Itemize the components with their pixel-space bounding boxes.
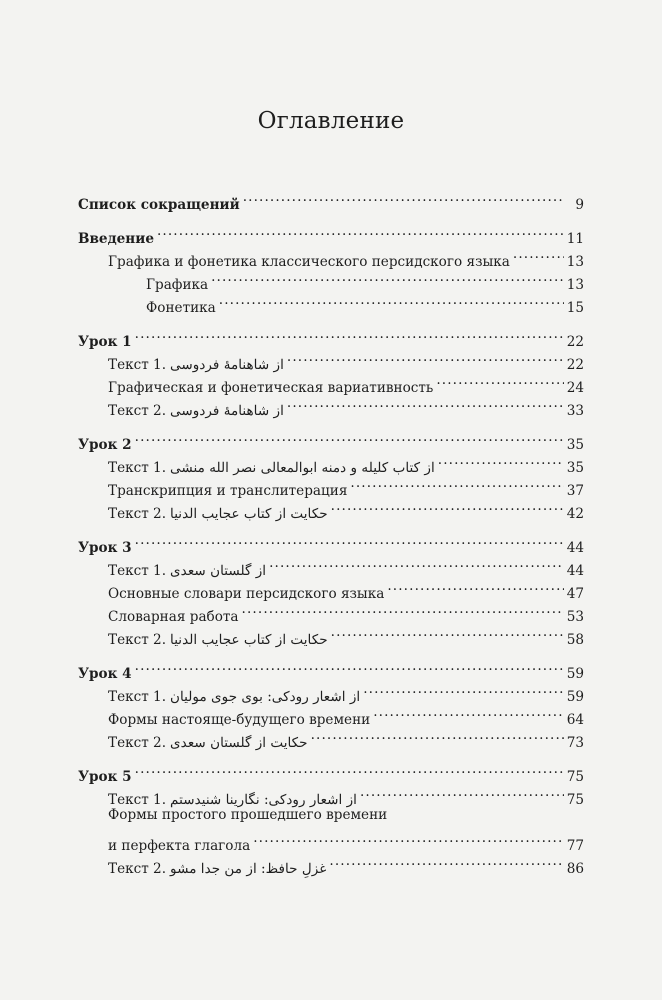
toc-page-number: 53 — [566, 609, 584, 625]
persian-title: از اشعار رودکی: نگارینا شنیدستم — [170, 792, 357, 808]
toc-entry-lesson-2[interactable] — [78, 426, 584, 453]
toc-entry-label: и перфекта глагола — [108, 838, 251, 854]
toc-entry-label: Основные словари персидского языка — [108, 586, 385, 602]
toc-entry-label — [108, 354, 284, 377]
leader-dots — [436, 369, 563, 392]
toc-page-number: 75 — [566, 792, 584, 808]
leader-dots — [363, 678, 564, 701]
leader-dots — [287, 346, 564, 369]
toc-page-number: 15 — [566, 300, 584, 316]
leader-dots — [387, 575, 563, 598]
toc-entry-simple-past-line-1[interactable] — [78, 804, 584, 827]
leader-dots — [135, 529, 564, 552]
toc-entry-label: Графика — [146, 277, 209, 293]
toc-entry-lesson-4-text-1[interactable] — [78, 678, 584, 705]
toc-entry-label — [108, 560, 266, 583]
toc-page-number: 35 — [566, 460, 584, 476]
text-number: Текст 2. — [108, 403, 167, 419]
leader-dots — [135, 655, 564, 678]
toc-page-number: 47 — [566, 586, 584, 602]
leader-dots — [219, 289, 564, 312]
leader-dots — [211, 266, 564, 289]
toc-page-number: 64 — [566, 712, 584, 728]
leader-dots — [373, 701, 563, 724]
leader-dots — [438, 449, 564, 472]
toc-entry-label: Урок 4 — [78, 666, 132, 682]
leader-dots — [311, 724, 564, 747]
toc-entry-label: Урок 1 — [78, 334, 132, 350]
toc-page-number: 24 — [566, 380, 584, 396]
persian-title: از گلستان سعدی — [170, 563, 267, 579]
toc-page-number: 73 — [566, 735, 584, 751]
persian-title: از شاهنامهٔ فردوسی — [170, 403, 284, 419]
toc-page-number: 9 — [575, 197, 584, 213]
persian-title: حکایت از کتاب عجایب الدنیا — [170, 632, 328, 648]
leader-dots — [269, 552, 564, 575]
toc-entry-lesson-5[interactable] — [78, 758, 584, 785]
persian-title: از اشعار رودکی: بوی جوی مولیان — [170, 689, 361, 705]
leader-dots — [360, 781, 564, 804]
toc-page-number: 59 — [566, 666, 584, 682]
toc-entry-lesson-3[interactable] — [78, 529, 584, 556]
text-number: Текст 2. — [108, 861, 167, 877]
toc-entry-label: Транскрипция и транслитерация — [108, 483, 348, 499]
leader-dots — [331, 495, 564, 518]
toc-page-number: 42 — [566, 506, 584, 522]
leader-dots — [331, 621, 564, 644]
toc-entry-label: Список сокращений — [78, 197, 240, 213]
persian-title: حکایت از کتاب عجایب الدنیا — [170, 506, 328, 522]
toc-entry-label — [108, 400, 284, 423]
toc-page-number: 22 — [566, 357, 584, 373]
leader-dots — [243, 186, 565, 209]
toc-entry-label: Урок 2 — [78, 437, 132, 453]
text-number: Текст 1. — [108, 563, 167, 579]
leader-dots — [350, 472, 563, 495]
toc-page-number: 59 — [566, 689, 584, 705]
leader-dots — [135, 758, 564, 781]
toc-entry-label: Фонетика — [146, 300, 216, 316]
toc-page-number: 22 — [566, 334, 584, 350]
text-number: Текст 1. — [108, 460, 167, 476]
toc-page-number: 58 — [566, 632, 584, 648]
leader-dots — [157, 220, 564, 243]
toc-entry-introduction[interactable] — [78, 220, 584, 247]
leader-dots — [242, 598, 564, 621]
toc-page-number: 11 — [566, 231, 584, 247]
text-number: Текст 1. — [108, 357, 167, 373]
text-number: Текст 1. — [108, 689, 167, 705]
toc-entry-lesson-1-text-1[interactable] — [78, 346, 584, 373]
toc-entry-simple-past-line-2[interactable] — [78, 827, 584, 854]
toc-entry-label: Словарная работа — [108, 609, 239, 625]
persian-title: حکایت از گلستان سعدی — [170, 735, 308, 751]
leader-dots — [253, 827, 563, 850]
page-title: Оглавление — [257, 108, 405, 134]
toc-entry-abbreviations[interactable] — [78, 186, 584, 213]
text-number: Текст 2. — [108, 632, 167, 648]
toc-page-number: 44 — [566, 563, 584, 579]
toc-page-number: 13 — [566, 277, 584, 293]
toc-page-number: 75 — [566, 769, 584, 785]
toc-entry-label: Урок 5 — [78, 769, 132, 785]
toc-entry-label: Графическая и фонетическая вариативность — [108, 380, 434, 396]
toc-entry-lesson-5-text-1[interactable] — [78, 781, 584, 808]
leader-dots — [135, 426, 564, 449]
toc-entry-label: Урок 3 — [78, 540, 132, 556]
toc-entry-label — [108, 503, 328, 526]
toc-entry-label — [108, 858, 326, 881]
toc-page-number: 13 — [566, 254, 584, 270]
text-number: Текст 1. — [108, 792, 167, 808]
toc-page-number: 77 — [566, 838, 584, 854]
toc-page-number: 33 — [566, 403, 584, 419]
text-number: Текст 2. — [108, 506, 167, 522]
toc-entry-lesson-4[interactable] — [78, 655, 584, 682]
text-number: Текст 2. — [108, 735, 167, 751]
toc-entry-label — [108, 732, 308, 755]
toc-entry-label — [108, 629, 328, 652]
toc-entry-label: Графика и фонетика классического персидского языка — [108, 254, 510, 270]
toc-entry-label: Введение — [78, 231, 154, 247]
leader-dots — [135, 323, 564, 346]
toc-page-number: 37 — [566, 483, 584, 499]
leader-dots — [287, 392, 564, 415]
persian-title: از کتاب کلیله و دمنه ابوالمعالی نصر الله منشی — [170, 460, 435, 476]
toc-entry-lesson-3-text-1[interactable] — [78, 552, 584, 579]
leader-dots — [513, 243, 564, 266]
toc-page-number: 44 — [566, 540, 584, 556]
toc-entry-label: Формы настояще-будущего времени — [108, 712, 371, 728]
toc-entry-label: Формы простого прошедшего времени — [108, 807, 388, 823]
toc-page-number: 86 — [566, 861, 584, 877]
table-of-contents — [78, 186, 584, 877]
leader-dots — [329, 850, 563, 873]
toc-entry-label — [108, 686, 360, 709]
toc-entry-lesson-2-text-1[interactable] — [78, 449, 584, 476]
persian-title: از شاهنامهٔ فردوسی — [170, 357, 284, 373]
persian-title: غزلِ حافظ: از من جدا مشو — [170, 861, 327, 877]
toc-entry-lesson-1[interactable] — [78, 323, 584, 350]
toc-page-number: 35 — [566, 437, 584, 453]
